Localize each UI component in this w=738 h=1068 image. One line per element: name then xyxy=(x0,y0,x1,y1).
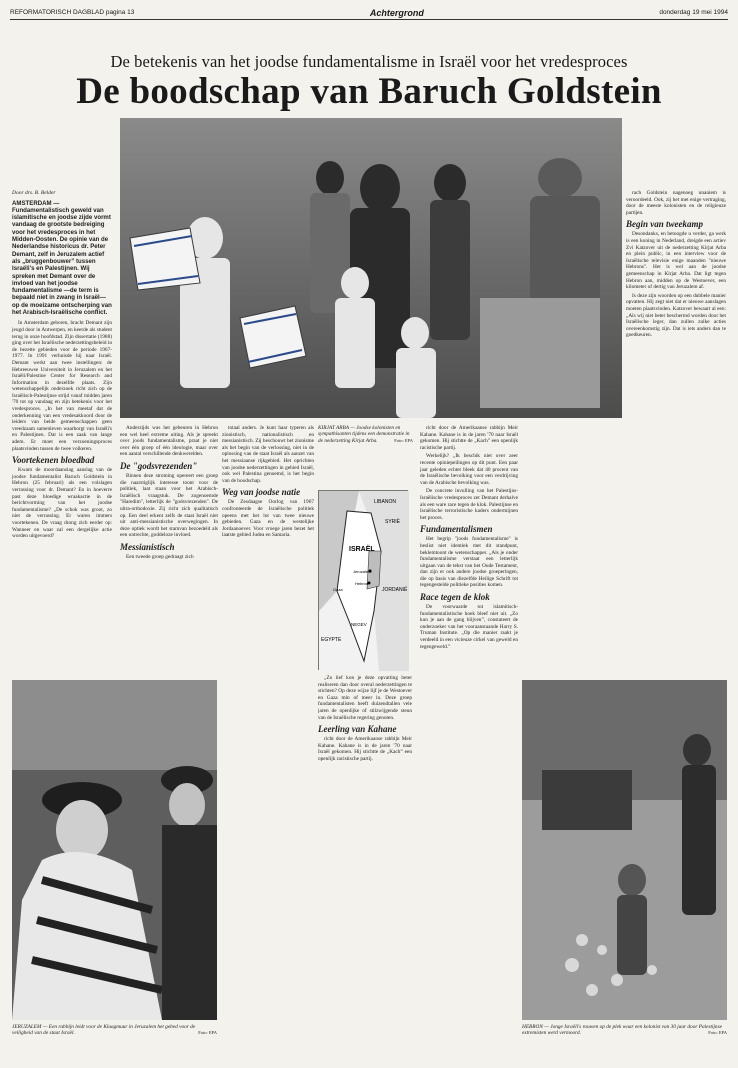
map-label: SYRIË xyxy=(385,519,401,525)
map-label: LIBANON xyxy=(374,499,396,505)
article-column-2 xyxy=(120,425,218,675)
byline: Door drs. B. Belder xyxy=(12,190,56,196)
israel-map xyxy=(318,490,408,670)
map-graphic xyxy=(319,491,409,671)
article-column-5 xyxy=(420,425,518,1063)
map-label: NEGEV xyxy=(351,622,367,627)
paragraph: De concrete invulling van het Palestijns-Israëlische vredesproces zet Demant derhalve als een ware race tegen de klok. Palestijnse en Israëlische terroristische kaders ondermijnen het proces. xyxy=(420,488,518,521)
headline: De boodschap van Baruch Goldstein xyxy=(76,71,662,112)
paragraph: Anderzijds was het gebeuren in Hebron een wel heel extreme uiting. Als je spreekt over joods fundamentalisme, praat je niet over één groep of één ideologie, maar over een aantal verschillende denkwerelden. xyxy=(120,425,218,458)
kicker: De betekenis van het joodse fundamentalisme in Israël voor het vredesproces xyxy=(110,52,628,71)
caption-text: KIRJAT ARBA — Joodse kolonisten en sympathisanten tijdens een demonstratie in de nederzetting Kirjat Arba. xyxy=(318,425,410,444)
masthead-date: donderdag 19 mei 1994 xyxy=(659,9,728,16)
masthead-left: REFORMATORISCH DAGBLAD pagina 13 xyxy=(10,9,135,16)
photo-hebron-mourning xyxy=(522,680,727,1020)
photo-credit: Foto: EPA xyxy=(394,437,413,443)
masthead xyxy=(10,6,728,20)
map-label: ISRAËL xyxy=(349,546,375,553)
subheading: Leerling van Kahane xyxy=(318,724,397,735)
article-column-6 xyxy=(626,190,726,675)
subheading: Race tegen de klok xyxy=(420,592,490,603)
subheading: Messianistisch xyxy=(120,541,175,552)
photo-hebron-image xyxy=(522,680,727,1020)
photo-rabbi-image xyxy=(12,680,217,1020)
map-label: EGYPTE xyxy=(321,637,342,643)
subheading: Begin van tweekamp xyxy=(626,219,703,230)
paragraph: De Zesdaagse Oorlog van 1967 confronteerde de Israëlische politiek opeens met het lot van twee nieuwe gebieden. Gaza en de westelijke Jordaanoever. Voor vroege jaren bezet het laatste gebied Judea en Samaria. xyxy=(222,499,314,539)
article-column-4 xyxy=(318,675,412,1060)
paragraph: Het begrip "joods fundamentalisme" is beslist niet identiek met dit standpunt, beklemtoont de wetenschapper. „Als je onder fundamentalisme verstaat een letterlijk uitgaan van de tekst van het Oude Testament, dan zijn er ook andere joodse groeperingen, die op basis van diezelfde Heilige Schrift tot tegengestelde politieke posities komen. xyxy=(420,536,518,589)
subheading: Voortekenen bloedbad xyxy=(12,455,95,466)
caption-text: HEBRON — Jonge Israëli's rouwen op de plek waar een kolonist van 30 jaar door Palestijnse extremisten werd vermoord. xyxy=(522,1024,722,1037)
map-label: Hebron xyxy=(355,581,369,586)
lead-paragraph: AMSTERDAM — Fundamentalistisch geweld van islamitische en joodse zijde vormt vandaag de grootste bedreiging voor het vredesproces in het Midden-Oosten. De opinie van de Nederlandse historicus dr. Peter Demant, zelf in Jeruzalem actief als „bruggenbouwer” tussen Israëli's en Palestijnen. Wij spreken met Demant over de invloed van het joodse fundamentalisme —de term is bepaald niet in zwang in Israël—op de moeizame ontscherping van het Arabisch-Israëlische conflict. xyxy=(12,199,112,317)
section-name: Achtergrond xyxy=(369,7,424,18)
photo-credit: Foto: EPA xyxy=(198,1030,217,1036)
paragraph: richt door de Amerikaanse rabbijn Meir Kahane. Kahane is in de jaren '70 naar Israël gekomen. Hij stichtte de „Kach” een openlijk racistische partij. xyxy=(420,425,518,451)
photo-demonstration-image xyxy=(120,118,622,418)
paragraph: totaal anders. Je kunt haar typeren als zionistisch, nationalistisch en messianistisch. Zij beschouwt het zionisme als het begin van de verlossing, niet in de oplossing van de staat Israël als aanzet van het messiaanse rijkgebied. Het oprichten van joodse nederzettingen in gebied Israël, ook wel Palestina genoemd, is het begin van de boodschap. xyxy=(222,425,314,484)
map-label: Gaza xyxy=(333,587,343,592)
paragraph: rach Goldstein nagenoeg unaniem is veroordeeld. Ook, zij het met enige vertraging, door de meeste kolonisten en de religieuze partijen. xyxy=(626,190,726,216)
caption-top xyxy=(318,425,413,455)
map-label: JORDANIË xyxy=(382,587,408,593)
subheading: De "godsvrezenden" xyxy=(120,460,198,471)
paragraph: richt door de Amerikaanse rabbijn Meir Kahane. Kahane is in de jaren '70 naar Israël gekomen. Hij stichtte de „Kach” een openlijk racistische partij. xyxy=(318,736,412,762)
paragraph: Werkelijk? „Ik beschik niet over zeer recente opiniepeilingen op dit punt. Een paar jaar geleden echter bleek dat 40 procent van de Israëlische bevolking voor een verdrijving van de Arabische bevolking was. xyxy=(420,453,518,486)
paragraph: Binnen deze stroming opereert een groep die naarstiglijk interesse toont voor de politiek, laat staan voor het Arabisch-Israëlisch vraagstuk. De zogenoemde "Haredim", letterlijk de "godsvrezenden". De ultra-orthodoxie. Zij richt zich qualitatisch op. Een deel erkent zelfs de staat Israël niet uit anti-messianistische overwegingen. In deze optiek wordt het stamvan bezoedeld als een ontrechte, goddeloze invloed. xyxy=(120,472,218,539)
paragraph: „Zo lief kon je deze opvatting beter realiseren dan door overal nederzettingen te stichten? Op deze wijze lijf je de Westoever en Gaza min of meer in. Deze groep fundamentalisten heeft duizendtallen vele jaren de openlijke of stilzwijgende steun van de Israëlische regering genoten. xyxy=(318,675,412,721)
subheading: Weg van joodse natie xyxy=(222,487,301,498)
article-column-3 xyxy=(222,425,314,1065)
article-column-1 xyxy=(12,190,112,675)
paragraph: Desondanks, en betoogde u verder, ga werk is een koning in Nederland, dreigde een actiev Zvi Katzover uit de nederzetting Kirjat Arba en plein public, in een interview voor de Israëlische televisie enige maanden "nieuwe Hebrons". Het is wel aan de joodse gemeenschap in Kirjat Arba. Dat ligt tegen Hebron aan, midden op de Westoever, een kilometer of dertig van Jeruzalem af. xyxy=(626,231,726,291)
photo-credit: Foto: EPA xyxy=(708,1030,727,1036)
map-label: Jeruzalem xyxy=(353,569,372,574)
paragraph: De voorwaarde tot islamitisch-fundamentalistische hoek bleef niet uit. „Zo kun je aan de gang blijven”, constateert de onderzoeker van het vooraanstaande Harry S. Truman Institute. „Op die manier raakt je verdeeld in een vicieuze cirkel van geweld en tegengeweld.” xyxy=(420,604,518,650)
paragraph: Kwam de moordaanslag aanslag van de joodse fundamentalist Baruch Goldstein in Hebron (25 februari) als een volslagen verrassing voor dr. Demant? En in hoeverre past deze bloedige wraakactie in de berichtvorming van het joodse fundamentalisme? „De schok was groot, zo niet de verrassing. Er waren immers voortekenen. De vraag drong zich eerder op: Wanneer en waar zal een dergelijke actie worden uitgevoerd? xyxy=(12,467,112,540)
photo-jerusalem-wailing-wall xyxy=(12,680,217,1020)
subheading: Fundamentalismen xyxy=(420,524,493,535)
paragraph: In Amsterdam geboren, bracht Demant zijn jeugd door in Antwerpen, en keerde als student terug in onze hoofdstad. Zijn dissertatie (1988) ging over het Israëlische nederzettingsbeleid in de bezette gebieden voor de periode 1967-1977. In 1991 verhuisde hij naar Israël. Demant werkt aan twee instellingen: de Hebreeuwse Universiteit in Jeruzalem en het Israëli/Palestine Center for Research and Information in dezelfde plaats. Zijn wetenschappelijk onderzoek richt zich op de Israëlisch-Palestijnse strijd vanaf midden jaren '70 tot op vandaag en zijn betekenis voor het vredesproces. „In het van meetaf dat de onderkenning van een vredesakkoord door de leiders van beide gemeenschappen geen vreedzaam samenleven waarborgt van Israëli's en Palestijnen. Dat is een zaak van lange adem. Er moet een verzoeningsproces plaatsvinden tussen de twee volkeren. xyxy=(12,320,112,452)
paragraph: Een tweede groep gedraagt zich xyxy=(126,553,194,560)
photo-kirjat-arba-demonstration xyxy=(120,118,622,418)
caption-bottom-right xyxy=(522,1024,727,1046)
caption-text: JERUZALEM — Een rabbijn leidt voor de Klaagmuur in Jeruzalem het gebed voor de veiligheid van de staat Israël. xyxy=(12,1024,196,1037)
paragraph: Is deze zijn woorden op een dubbele manier opvatten. Hij zegt niet dat er nieuwe aanslagen moeten plaatsvinden. Katzover bewaart al een: „Als wij niet beter beschermd worden door het Israëlische leger, dan zullen zulke acties overeenkomstig zijn. Dat is iets anders dan te goedkeuren. xyxy=(626,292,726,339)
caption-bottom-left xyxy=(12,1024,217,1046)
